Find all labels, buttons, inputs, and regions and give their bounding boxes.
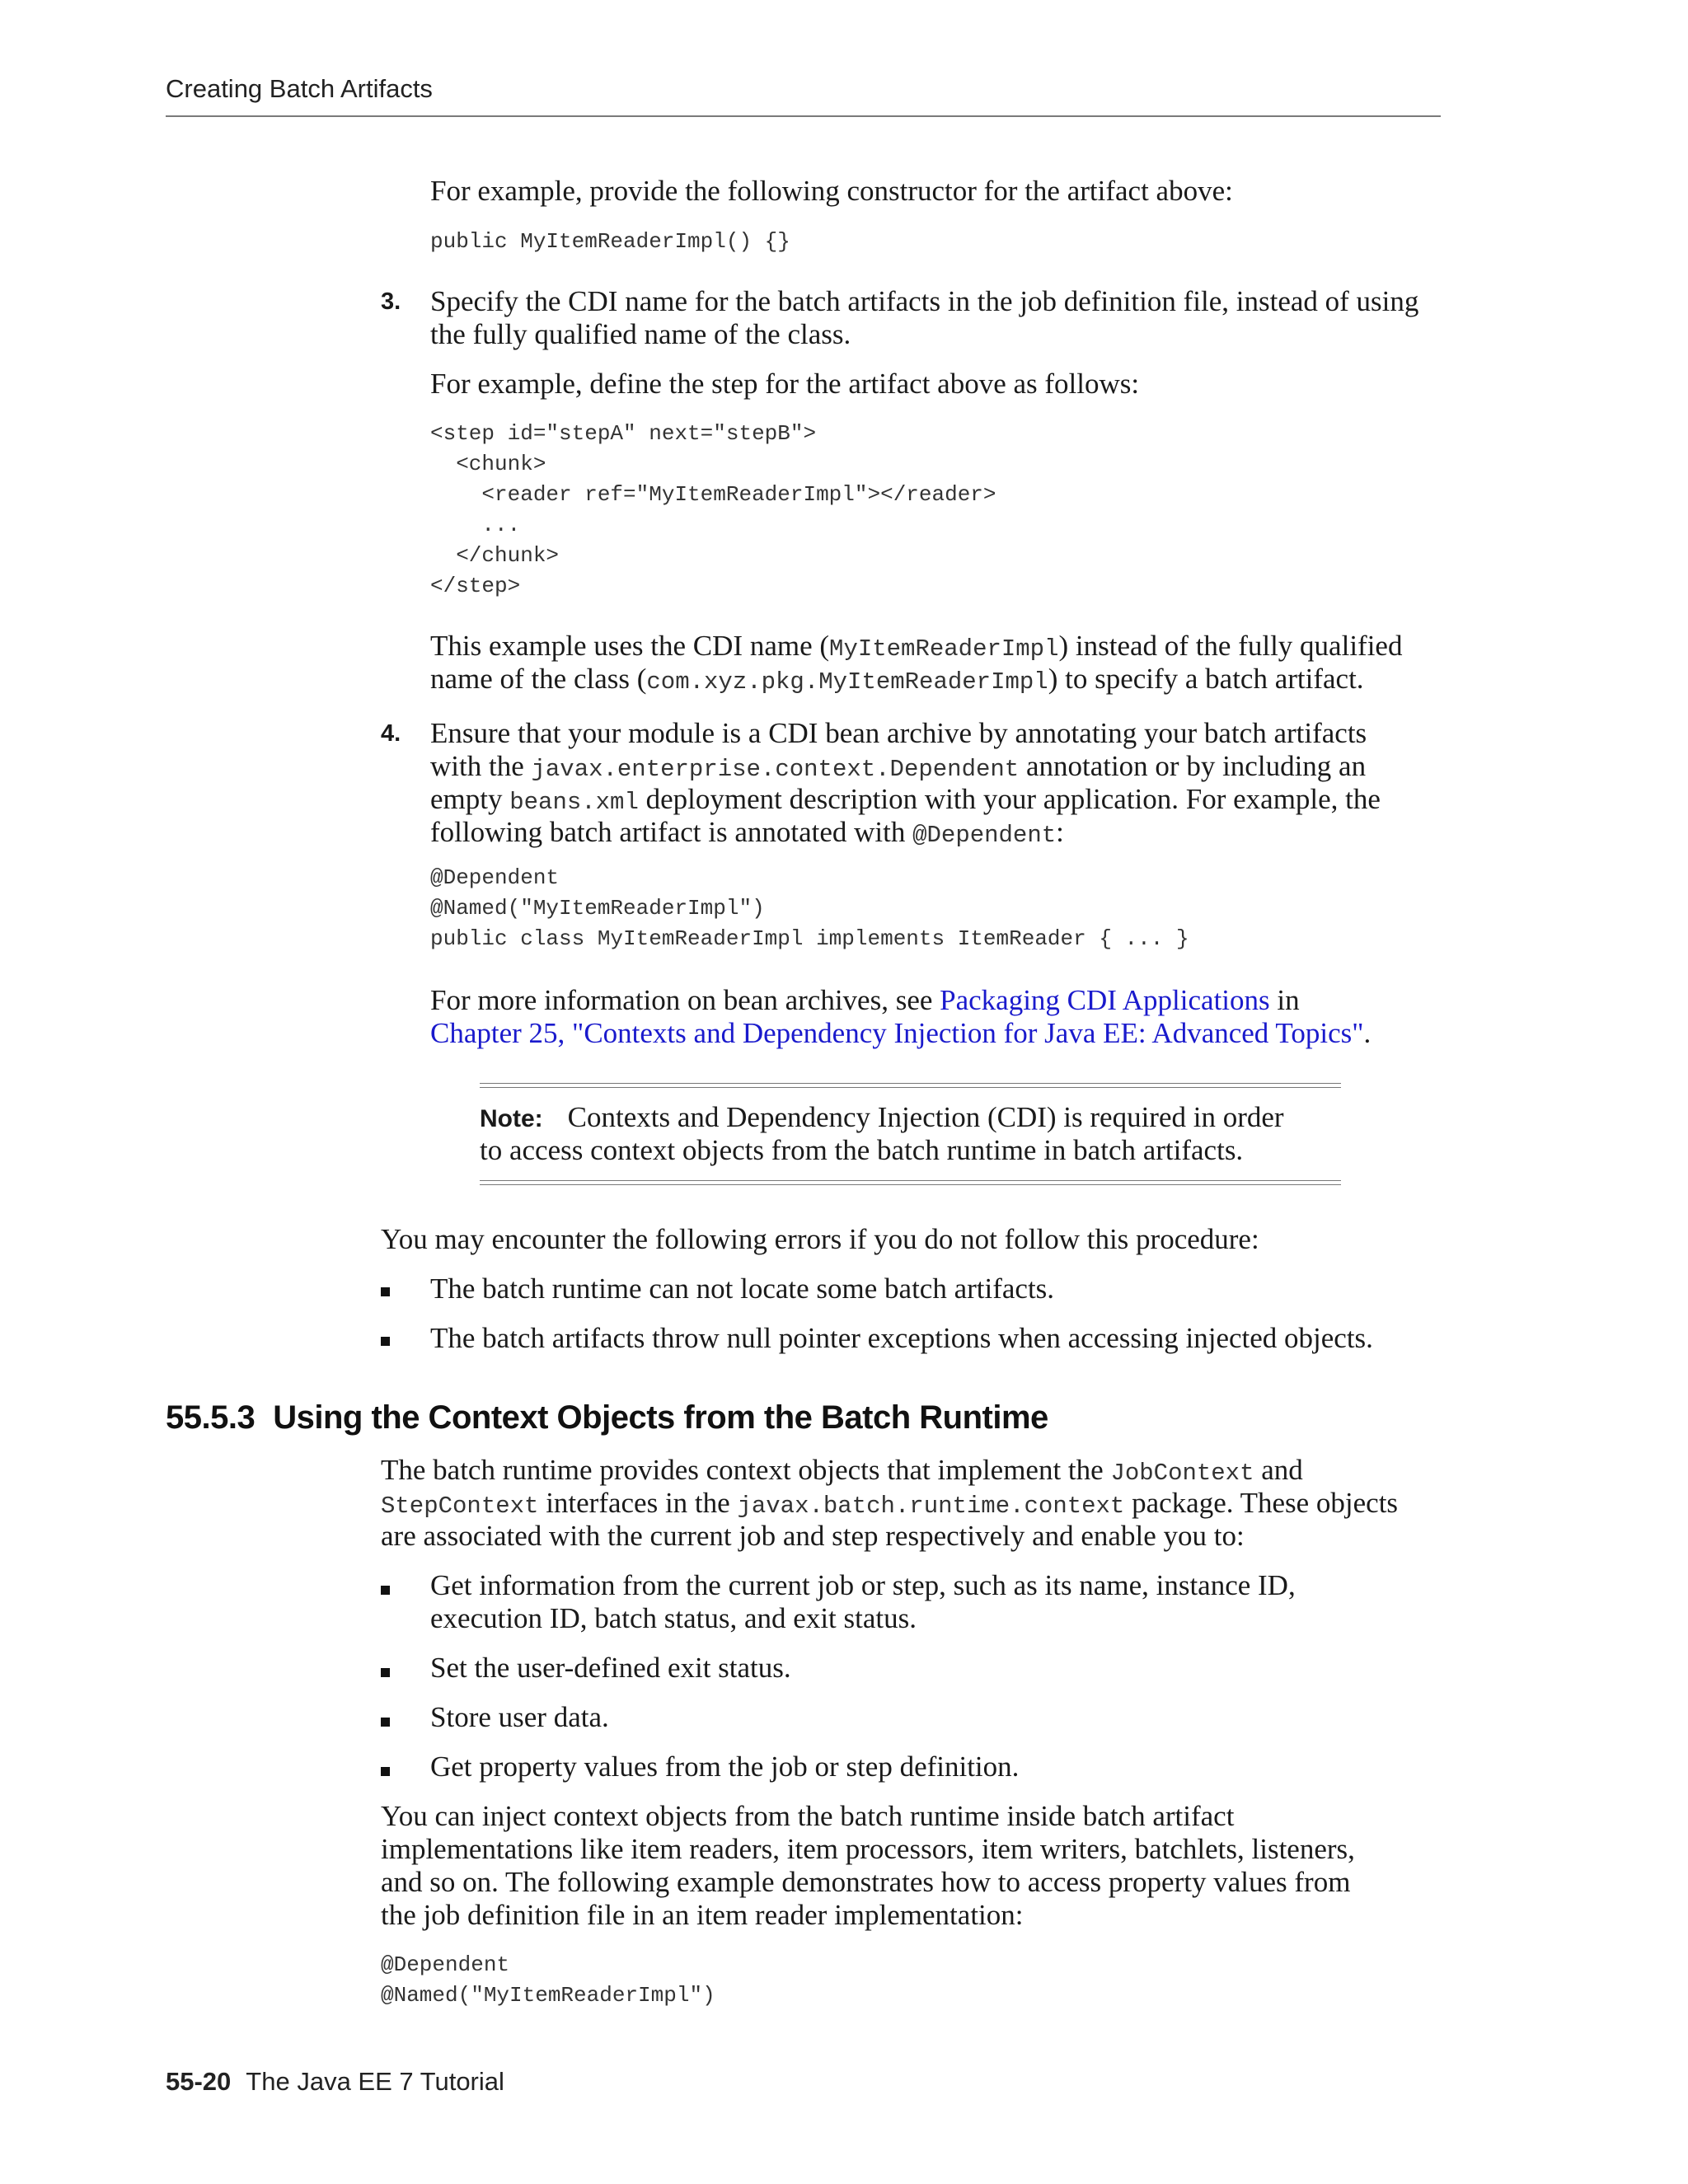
note-line-2: to access context objects from the batch runtime in batch artifacts. <box>480 1134 1244 1166</box>
section-title: Using the Context Objects from the Batch Runtime <box>273 1399 1048 1436</box>
note-bottom-rule <box>480 1180 1341 1185</box>
error-item: The batch artifacts throw null pointer exceptions when accessing injected objects. <box>430 1322 1373 1354</box>
inline-code-dependent-annotation: javax.enterprise.context.Dependent <box>531 756 1020 783</box>
more-info-line-2: Chapter 25, "Contexts and Dependency Injection for Java EE: Advanced Topics". <box>430 1017 1372 1049</box>
step-4-line-3: empty beans.xml deployment description with your application. For example, the <box>430 783 1381 816</box>
note-label: Note: <box>480 1105 543 1132</box>
page-footer <box>166 2067 504 2097</box>
code-annotated-artifact: @Dependent @Named("MyItemReaderImpl") public class MyItemReaderImpl implements ItemReader { ... } <box>430 865 1189 951</box>
note-line-1: Note: Contexts and Dependency Injection (CDI) is required in order <box>480 1101 1284 1133</box>
bullet-marker <box>381 1767 390 1776</box>
section-paragraph-line: You can inject context objects from the batch runtime inside batch artifact <box>381 1800 1235 1832</box>
capability-item: Get property values from the job or step definition. <box>430 1750 1020 1783</box>
section-intro-line-1: The batch runtime provides context objects that implement the JobContext and <box>381 1454 1303 1487</box>
step-3-number: 3. <box>381 288 401 315</box>
header-rule <box>166 115 1441 117</box>
inline-code-package: javax.batch.runtime.context <box>737 1493 1125 1520</box>
section-heading <box>166 1399 1048 1436</box>
code-context-example: @Dependent @Named("MyItemReaderImpl") <box>381 1952 715 2008</box>
step-4-line-1: Ensure that your module is a CDI bean archive by annotating your batch artifacts <box>430 717 1367 749</box>
step-4-line-4: following batch artifact is annotated with @Dependent: <box>430 816 1064 849</box>
bullet-marker <box>381 1586 390 1595</box>
inline-code-beans-xml: beans.xml <box>509 789 639 816</box>
code-constructor: public MyItemReaderImpl() {} <box>430 229 790 254</box>
paragraph-constructor-intro: For example, provide the following constructor for the artifact above: <box>430 175 1233 207</box>
error-item: The batch runtime can not locate some batch artifacts. <box>430 1272 1055 1305</box>
link-packaging-cdi-applications[interactable]: Packaging CDI Applications <box>940 984 1270 1016</box>
step-3-explanation-line-1: This example uses the CDI name (MyItemReaderImpl) instead of the fully qualified <box>430 630 1403 663</box>
step-4-line-2: with the javax.enterprise.context.Dependent annotation or by including an <box>430 750 1367 783</box>
inline-code-jobcontext: JobContext <box>1110 1460 1254 1487</box>
capability-item-continued: execution ID, batch status, and exit status. <box>430 1602 917 1634</box>
step-3-text: Specify the CDI name for the batch artifacts in the job definition file, instead of using the fully qualified name of the class. <box>430 285 1419 350</box>
bullet-marker <box>381 1668 390 1677</box>
inline-code-cdi-name: MyItemReaderImpl <box>829 635 1059 663</box>
capability-item: Store user data. <box>430 1701 609 1733</box>
book-title: The Java EE 7 Tutorial <box>246 2067 504 2096</box>
more-info-line-1: For more information on bean archives, see Packaging CDI Applications in <box>430 984 1300 1016</box>
errors-intro: You may encounter the following errors if you do not follow this procedure: <box>381 1223 1259 1255</box>
bullet-marker <box>381 1337 390 1346</box>
section-intro-line-3: are associated with the current job and step respectively and enable you to: <box>381 1520 1245 1552</box>
bullet-marker <box>381 1287 390 1296</box>
step-3-example-intro: For example, define the step for the artifact above as follows: <box>430 368 1140 400</box>
section-intro-line-2: StepContext interfaces in the javax.batch.runtime.context package. These objects <box>381 1487 1399 1520</box>
capability-item: Get information from the current job or step, such as its name, instance ID, <box>430 1569 1296 1601</box>
inline-code-dependent: @Dependent <box>912 822 1057 849</box>
section-paragraph-line: and so on. The following example demonstrates how to access property values from <box>381 1866 1351 1898</box>
section-number: 55.5.3 <box>166 1399 256 1436</box>
link-chapter-25[interactable]: Chapter 25, "Contexts and Dependency Injection for Java EE: Advanced Topics" <box>430 1017 1364 1049</box>
section-paragraph-line: implementations like item readers, item processors, item writers, batchlets, listeners, <box>381 1833 1355 1865</box>
code-step-definition: <step id="stepA" next="stepB"> <chunk> <reader ref="MyItemReaderImpl"></reader> ... </chunk> </step> <box>430 421 996 598</box>
step-3-explanation-line-2: name of the class (com.xyz.pkg.MyItemReaderImpl) to specify a batch artifact. <box>430 663 1364 696</box>
running-header: Creating Batch Artifacts <box>166 74 433 103</box>
bullet-marker <box>381 1718 390 1727</box>
page-number: 55-20 <box>166 2067 232 2096</box>
inline-code-qualified-name: com.xyz.pkg.MyItemReaderImpl <box>646 668 1048 696</box>
capability-item: Set the user-defined exit status. <box>430 1652 791 1684</box>
inline-code-stepcontext: StepContext <box>381 1493 539 1520</box>
step-4-number: 4. <box>381 720 401 747</box>
note-top-rule <box>480 1083 1341 1088</box>
section-paragraph-line: the job definition file in an item reader implementation: <box>381 1899 1024 1931</box>
